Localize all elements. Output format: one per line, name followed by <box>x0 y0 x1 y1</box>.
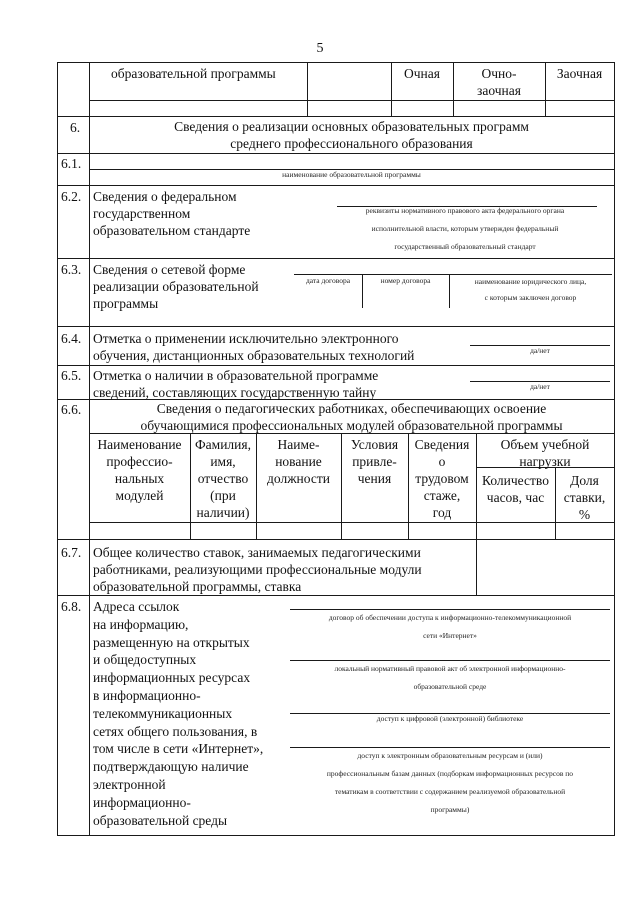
row-6-7-label: Общее количество ставок, занимаемых педагогическими работниками, реализующими профессиональные модули образовательной программы, ставка <box>93 545 422 594</box>
row-6-5-label: Отметка о наличии в образовательной программе сведений, составляющих государственную тайну <box>93 368 379 400</box>
row-6-6-title: Сведения о педагогических работниках, обеспечивающих освоение обучающимися профессиональных модулей образовательной программы <box>140 401 563 433</box>
row-6-6-number: 6.6. <box>61 402 82 417</box>
col-part-time: Очно- заочная <box>477 66 521 98</box>
row-6-7-number: 6.7. <box>61 545 82 560</box>
row-6-1-number: 6.1. <box>61 156 82 171</box>
row-6-2-number: 6.2. <box>61 189 82 204</box>
row-6-1-caption: наименование образовательной программы <box>282 170 421 179</box>
header-module-name: Наименование профессио- нальных модулей <box>97 437 182 503</box>
row-6-2-label: Сведения о федеральном государственном образовательном стандарте <box>93 189 251 238</box>
header-full-name: Фамилия, имя, отчество (при наличии) <box>195 437 251 520</box>
row-6-3-date-caption: дата договора <box>305 276 351 285</box>
header-conditions: Условия привле- чения <box>350 437 399 486</box>
header-hours: Количество часов, час <box>482 473 549 505</box>
row-6-3-label: Сведения о сетевой форме реализации образовательной программы <box>93 262 259 311</box>
col-full-time: Очная <box>404 66 440 81</box>
row-6-4-number: 6.4. <box>61 331 82 346</box>
page-number: 5 <box>316 41 324 56</box>
top-row-label: образовательной программы <box>111 66 276 81</box>
header-rate-share: Доля ставки, % <box>563 473 606 522</box>
row-6-8-caption-local-act: локальный нормативный правовой акт об электронной информационно- образовательной среде <box>334 664 566 691</box>
row-6-8-number: 6.8. <box>61 599 82 614</box>
section-6-number: 6. <box>70 120 81 135</box>
row-6-3-number: 6.3. <box>61 262 82 277</box>
row-6-4-caption: да/нет <box>530 346 550 355</box>
section-6-title: Сведения о реализации основных образовательных программ среднего профессионального образования <box>174 119 529 151</box>
header-workload: Объем учебной нагрузки <box>500 437 590 469</box>
col-distance: Заочная <box>556 66 603 81</box>
header-experience: Сведения о трудовом стаже, год <box>414 437 470 520</box>
row-6-8-label: Адреса ссылок на информацию, размещенную на открытых и общедоступных информационных ресурсах в информационно- телекоммуникационных сетях общего пользования, в том числе в сети «Интернет», подтверждающую наличие электронной информационно- образовательной среды <box>93 599 264 828</box>
row-6-5-number: 6.5. <box>61 368 82 383</box>
row-6-4-label: Отметка о применении исключительно электронного обучения, дистанционных образовательных технологий <box>93 331 415 363</box>
row-6-5-caption: да/нет <box>530 382 550 391</box>
row-6-8-caption-library: доступ к цифровой (электронной) библиотеке <box>376 714 524 723</box>
row-6-2-caption: реквизиты нормативного правового акта федерального органа исполнительной власти, которым утвержден федеральный государственный образовательный стандарт <box>365 206 565 251</box>
header-position: Наиме- нование должности <box>267 437 330 486</box>
row-6-8-caption-resources: доступ к электронным образовательным ресурсам и (или) профессиональным базам данных (подборкам информационных ресурсов по тематикам в соответствии с содержанием реализуемой образовательной программы) <box>326 751 574 814</box>
row-6-8-caption-internet: договор об обеспечении доступа к информационно-телекоммуникационной сети «Интернет» <box>328 613 572 640</box>
row-6-3-number-caption: номер договора <box>380 276 431 285</box>
row-6-3-entity-caption: наименование юридического лица, с которым заключен договор <box>474 277 587 302</box>
